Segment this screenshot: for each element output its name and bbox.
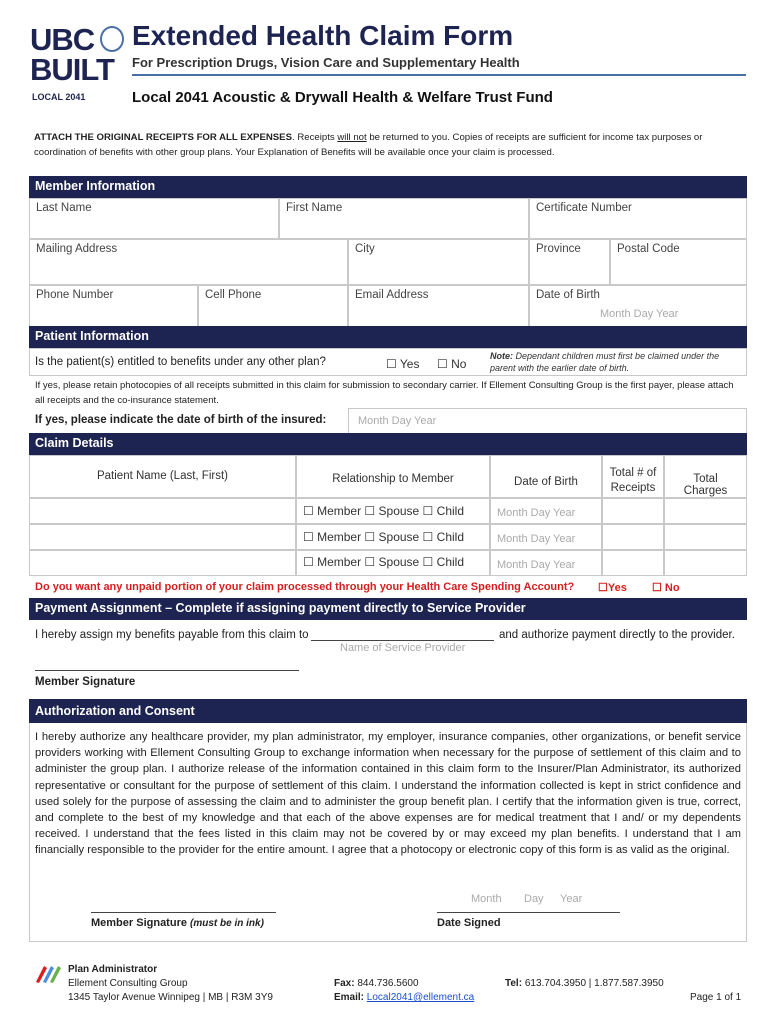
- claim-row-2-dob[interactable]: [490, 524, 602, 550]
- ubc-logo: [30, 22, 128, 104]
- tel-value: 613.704.3950 | 1.877.587.3950: [524, 978, 664, 989]
- province-field[interactable]: [529, 239, 610, 285]
- provider-placeholder: Name of Service Provider: [340, 642, 466, 654]
- footer-admin-title: Plan Administrator: [68, 964, 158, 975]
- col-receipts-label: Total # of Receipts: [609, 467, 657, 494]
- certificate-field[interactable]: [529, 198, 747, 239]
- claim-row-3-receipts[interactable]: [602, 550, 664, 576]
- col-name-label: Patient Name (Last, First): [96, 470, 228, 482]
- ellement-logo-icon: [34, 962, 62, 984]
- col-dob-label: Date of Birth: [514, 476, 578, 488]
- first-name-field[interactable]: [279, 198, 529, 239]
- last-name-label: Last Name: [36, 202, 92, 214]
- postal-label: Postal Code: [617, 243, 680, 255]
- city-field[interactable]: [348, 239, 529, 285]
- row-1-dob-placeholder: Month Day Year: [497, 507, 576, 519]
- claim-row-2-receipts[interactable]: [602, 524, 664, 550]
- member-signature-line[interactable]: [91, 912, 276, 913]
- yes-label: Yes: [399, 357, 420, 371]
- rel-options-2[interactable]: ☐ Member ☐ Spouse ☐ Child: [303, 530, 464, 544]
- email-link[interactable]: Local2041@ellement.ca: [366, 992, 475, 1003]
- rel-options-3[interactable]: ☐ Member ☐ Spouse ☐ Child: [303, 555, 464, 569]
- note-text: Dependant children must first be claimed under the parent with the earlier date of birth.: [490, 351, 720, 373]
- dob-field[interactable]: [529, 285, 747, 327]
- intro-bold: ATTACH THE ORIGINAL RECEIPTS FOR ALL EXPENSES: [34, 132, 292, 143]
- hcsa-yes-checkbox[interactable]: ☐Yes: [598, 582, 627, 594]
- sig-label-text: Member Signature: [91, 917, 187, 929]
- date-month-label: Month: [471, 893, 502, 905]
- sig-note: (must be in ink): [190, 918, 264, 929]
- mailing-label: Mailing Address: [36, 243, 118, 255]
- col-charges-label: Total Charges: [683, 473, 728, 497]
- mailing-address-field[interactable]: [29, 239, 348, 285]
- page-title: Extended Health Claim Form: [132, 20, 514, 51]
- last-name-field[interactable]: [29, 198, 279, 239]
- phone-label: Phone Number: [36, 289, 114, 301]
- claim-row-2-relationship[interactable]: [296, 524, 490, 550]
- claim-row-3-charges[interactable]: [664, 550, 747, 576]
- date-year-label: Year: [560, 893, 583, 905]
- other-plan-question: Is the patient(s) entitled to benefits under any other plan?: [35, 356, 326, 368]
- claim-header-name: [29, 455, 296, 498]
- payment-signature-line[interactable]: [35, 670, 299, 671]
- note-bold: Note:: [490, 351, 513, 361]
- footer-page-number: Page 1 of 1: [690, 992, 742, 1003]
- footer-tel: [505, 978, 664, 989]
- tel-label: Tel:: [505, 978, 523, 989]
- cell-label: Cell Phone: [205, 289, 262, 301]
- claim-row-1-charges[interactable]: [664, 498, 747, 524]
- claim-row-1-name[interactable]: [29, 498, 296, 524]
- secondary-carrier-info: If yes, please retain photocopies of all receipts submitted in this claim for submission to secondary carrier. If Ellement Consulting Group is the first payer, please attach all receipts and the co-insurance statement.: [35, 380, 734, 406]
- footer-fax: [334, 978, 419, 989]
- claim-row-2-name[interactable]: [29, 524, 296, 550]
- patient-section-header: Patient Information: [29, 326, 747, 348]
- payment-section-header: Payment Assignment – Complete if assigning payment directly to Service Provider: [29, 598, 747, 620]
- header-rule: [132, 74, 746, 76]
- claim-row-3-name[interactable]: [29, 550, 296, 576]
- payment-text-2: and authorize payment directly to the provider.: [499, 629, 735, 641]
- fund-name: Local 2041 Acoustic & Drywall Health & Welfare Trust Fund: [132, 89, 553, 106]
- date-signed-line[interactable]: [437, 912, 620, 913]
- dependant-note: [490, 350, 742, 374]
- cell-phone-field[interactable]: [198, 285, 348, 327]
- intro-text: [34, 130, 746, 160]
- footer-address: 1345 Taylor Avenue Winnipeg | MB | R3M 3Y9: [68, 992, 273, 1003]
- logo-seal-icon: [100, 26, 124, 52]
- fax-label: Fax:: [334, 978, 355, 989]
- email-label: Email:: [334, 992, 365, 1003]
- hcsa-question: Do you want any unpaid portion of your claim processed through your Health Care Spending Account?: [35, 581, 575, 593]
- claim-row-1-dob[interactable]: [490, 498, 602, 524]
- claim-row-3-relationship[interactable]: [296, 550, 490, 576]
- claim-row-2-charges[interactable]: [664, 524, 747, 550]
- insured-dob-label: If yes, please indicate the date of birth of the insured:: [35, 414, 327, 426]
- other-plan-no-checkbox[interactable]: ☐ No: [437, 357, 467, 371]
- claim-header-receipts: [602, 455, 664, 498]
- claim-header-dob: [490, 455, 602, 498]
- logo-line1: UBC: [30, 22, 95, 57]
- city-label: City: [355, 243, 375, 255]
- col-rel-label: Relationship to Member: [332, 473, 454, 485]
- first-name-label: First Name: [286, 202, 343, 214]
- intro-text1: . Receipts: [292, 132, 338, 143]
- claim-header-relationship: [296, 455, 490, 498]
- claim-section-header: Claim Details: [29, 433, 747, 455]
- auth-text: I hereby authorize any healthcare provider, my plan administrator, my employer, insurance companies, other organizations, or benefit service providers working with Ellement Consulting Group to exchange information when necessary for the purpose of settlement of this claim and to administer the group plan. I authorize release of the information contained in this claim form to the Insurer/Plan Administrator, its authorized representative or consultant for the purpose of settlement of this claim. I understand the information collected is kept in strict confidence and used solely for the purpose of assessing the claim and to administer the group benefit plan. I certify that the information given is true, correct, and complete to the best of my knowledge and that each of the above expenses are for medical treatment that I and/ or my dependents received. I understand that the fees listed in this claim may not be covered by or may exceed my plan benefits. I understand that I am financially responsible to the provider for the entire amount. I agree that a photocopy or electronic copy of this form is as valid as the original.: [35, 731, 741, 857]
- fax-value: 844.736.5600: [357, 978, 419, 989]
- member-section-header: Member Information: [29, 176, 747, 198]
- row-2-dob-placeholder: Month Day Year: [497, 533, 576, 545]
- row-3-dob-placeholder: Month Day Year: [497, 559, 576, 571]
- footer-company: Ellement Consulting Group: [68, 978, 188, 989]
- date-signed-label: Date Signed: [437, 917, 501, 929]
- phone-field[interactable]: [29, 285, 198, 327]
- member-signature-label: [91, 917, 264, 929]
- date-day-label: Day: [524, 893, 544, 905]
- logo-local: LOCAL 2041: [32, 92, 86, 102]
- postal-code-field[interactable]: [610, 239, 747, 285]
- page-subtitle: For Prescription Drugs, Vision Care and Supplementary Health: [132, 55, 520, 70]
- payment-signature-label: Member Signature: [35, 676, 136, 688]
- email-label: Email Address: [355, 289, 429, 301]
- dob-placeholder: Month Day Year: [600, 308, 679, 320]
- certificate-label: Certificate Number: [536, 202, 632, 214]
- service-provider-field[interactable]: [311, 640, 494, 641]
- insured-dob-placeholder: Month Day Year: [358, 415, 437, 427]
- claim-row-1-receipts[interactable]: [602, 498, 664, 524]
- hcsa-no-checkbox[interactable]: ☐ No: [652, 582, 680, 594]
- intro-underlined: will not: [337, 132, 367, 143]
- province-label: Province: [536, 243, 581, 255]
- auth-section-header: Authorization and Consent: [29, 699, 747, 723]
- claim-header-charges: [664, 455, 747, 498]
- dob-label: Date of Birth: [536, 289, 600, 301]
- footer-email: [334, 992, 474, 1003]
- claim-row-3-dob[interactable]: [490, 550, 602, 576]
- no-label: No: [451, 357, 467, 371]
- logo-line2: BUILT: [30, 52, 114, 87]
- other-plan-yes-checkbox[interactable]: ☐ Yes: [386, 357, 420, 371]
- email-field[interactable]: [348, 285, 529, 327]
- claim-row-1-relationship[interactable]: [296, 498, 490, 524]
- intro-text2: be returned to you. Copies of receipts are sufficient for income tax purposes or coordination of benefits with other group plans. Your Explanation of Benefits will be available once your claim is processed.: [34, 132, 703, 158]
- payment-text-1: I hereby assign my benefits payable from this claim to: [35, 629, 309, 641]
- rel-options-1[interactable]: ☐ Member ☐ Spouse ☐ Child: [303, 504, 464, 518]
